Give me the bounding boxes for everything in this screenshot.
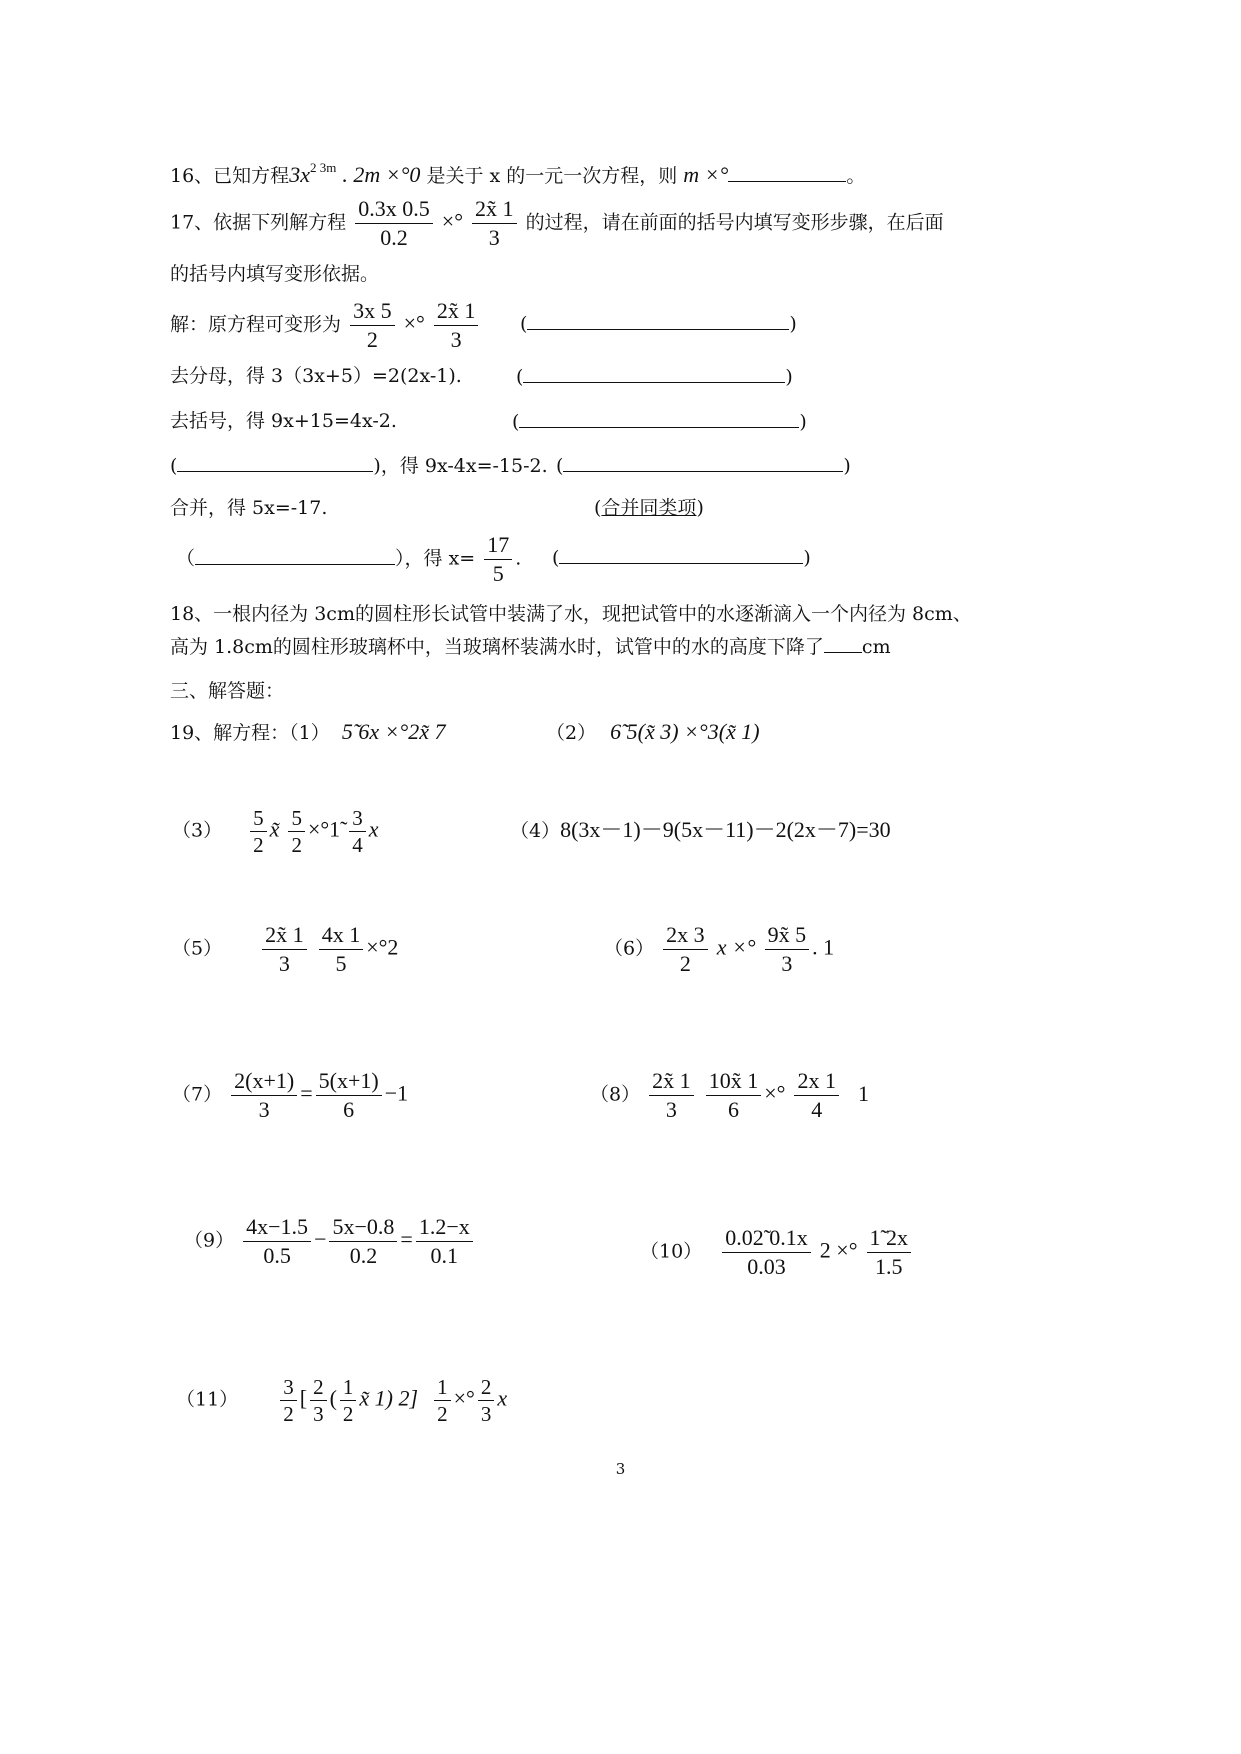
q17-fraction-1: $\frac{0.3x 0.5}{0.2}$ bbox=[355, 196, 433, 251]
step2-reason-blank[interactable] bbox=[523, 364, 785, 383]
q19-problem-7: （7） $\frac{2(x+1)}{3}$ = $\frac{5(x+1)}{6}$ −1 bbox=[172, 1068, 409, 1122]
q19-problem-3: （3） $\frac{5}{2}$ x̃ $\frac{5}{2}$ ×°1̃ $\frac{3}{4}$ x bbox=[172, 806, 379, 857]
step4-action-blank[interactable] bbox=[177, 453, 373, 472]
q17-prefix: 17、依据下列解方程 bbox=[170, 211, 347, 234]
q16-exponent: 2 3m bbox=[309, 160, 337, 175]
q19-problem-8: （8） $\frac{2x̃ 1}{3}$ $\frac{10x̃ 1}{6}$ ×° $\frac{2x 1}{4}$ 1 bbox=[590, 1068, 869, 1122]
page-number: 3 bbox=[615, 1460, 626, 1478]
step6-reason-blank[interactable] bbox=[559, 545, 803, 564]
q18-answer-blank[interactable] bbox=[824, 634, 862, 653]
q19-problem-10: （10） $\frac{0.02̃ 0.1x}{0.03}$ 2 ×° $\frac{1̃ 2x}{1.5}$ bbox=[640, 1225, 914, 1280]
q17-step-3: 去括号，得 9x+15=4x-2. bbox=[170, 410, 397, 432]
q19-problem-11: （11） $\frac{3}{2}$ [ $\frac{2}{3}$ ( $\frac{1}{2}$ x̃ 1) 2] $\frac{1}{2}$ ×° $\frac{2}{3}$ x bbox=[176, 1375, 508, 1426]
q19-problem-1: 19、解方程：（1） 5̃ 6x ×°2x̃ 7 bbox=[170, 719, 446, 744]
step1-fraction-1: $\frac{3x 5}{2}$ bbox=[350, 298, 395, 353]
step1-fraction-2: $\frac{2x̃ 1}{3}$ bbox=[434, 298, 479, 353]
q19-problem-6: （6） $\frac{2x 3}{2}$ x ×° $\frac{9x̃ 5}{3}$ . 1 bbox=[604, 922, 835, 976]
step6-fraction: $\frac{17}{5}$ bbox=[484, 532, 512, 587]
q17-step-5: 合并，得 5x=-17. bbox=[170, 497, 328, 519]
q17-step-1: 解：原方程可变形为 $\frac{3x 5}{2}$ ×° $\frac{2x̃ 1}{3}$ bbox=[170, 298, 481, 353]
step6-action-blank[interactable] bbox=[195, 546, 395, 565]
step6-reason: ( ) bbox=[552, 547, 811, 569]
question-17: 17、依据下列解方程 $\frac{0.3x 0.5}{0.2}$ ×° $\frac{2x̃ 1}{3}$ 的过程，请在前面的括号内填写变形步骤，在后面 bbox=[170, 196, 944, 250]
q16-math2: . 2m ×°0 bbox=[342, 162, 421, 187]
q16-answer-blank[interactable] bbox=[728, 163, 846, 182]
q18-line-1: 18、一根内径为 3cm的圆柱形长试管中装满了水，现把试管中的水逐渐滴入一个内径为 8cm、 bbox=[170, 603, 972, 625]
q19-problem-2: （2） 6̃ 5(x̃ 3) ×°3(x̃ 1) bbox=[546, 719, 760, 744]
q17-step-4: ( )，得 9x-4x=-15-2. bbox=[170, 455, 548, 477]
q19-problem-9: （9） $\frac{4x-1.5}{0.5}$ − $\frac{5x-0.8}{0.2}$ = $\frac{1.2-x}{0.1}$ bbox=[184, 1214, 476, 1269]
q16-middle: 是关于 x 的一元一次方程，则 bbox=[426, 165, 678, 187]
q16-var: m ×° bbox=[683, 162, 729, 187]
step2-reason: ( ) bbox=[516, 366, 793, 388]
q17-step-6: （ ），得 x= $\frac{17}{5}$ . bbox=[176, 532, 522, 586]
step1-reason: ( ) bbox=[520, 313, 797, 335]
step1-reason-blank[interactable] bbox=[527, 311, 789, 330]
q16-suffix: 。 bbox=[846, 165, 866, 187]
q17-step-2: 去分母，得 3（3x+5）=2(2x-1). bbox=[170, 365, 462, 387]
section-heading: 三、解答题： bbox=[170, 680, 285, 702]
q17-line-2: 的括号内填写变形依据。 bbox=[170, 263, 380, 285]
q19-problem-5: （5） $\frac{2x̃ 1}{3}$ $\frac{4x 1}{5}$ ×°2 bbox=[172, 922, 399, 976]
q18-line-2: 高为 1.8cm的圆柱形玻璃杯中，当玻璃杯装满水时，试管中的水的高度下降了 cm bbox=[170, 636, 891, 658]
q16-math: 3x bbox=[289, 162, 310, 187]
question-16 bbox=[170, 156, 865, 188]
step5-reason: (合并同类项) bbox=[594, 497, 704, 519]
step4-reason: ( ) bbox=[556, 455, 851, 477]
step4-reason-blank[interactable] bbox=[563, 453, 843, 472]
step3-reason: ( ) bbox=[512, 411, 807, 433]
q17-suffix: 的过程，请在前面的括号内填写变形步骤，在后面 bbox=[525, 211, 944, 234]
q19-problem-4: （4）8(3x－1)－9(5x－11)－2(2x－7)=30 bbox=[510, 817, 891, 842]
q17-fraction-2: $\frac{2x̃ 1}{3}$ bbox=[472, 196, 517, 251]
step3-reason-blank[interactable] bbox=[519, 409, 799, 428]
q16-prefix: 16、已知方程 bbox=[170, 165, 290, 187]
